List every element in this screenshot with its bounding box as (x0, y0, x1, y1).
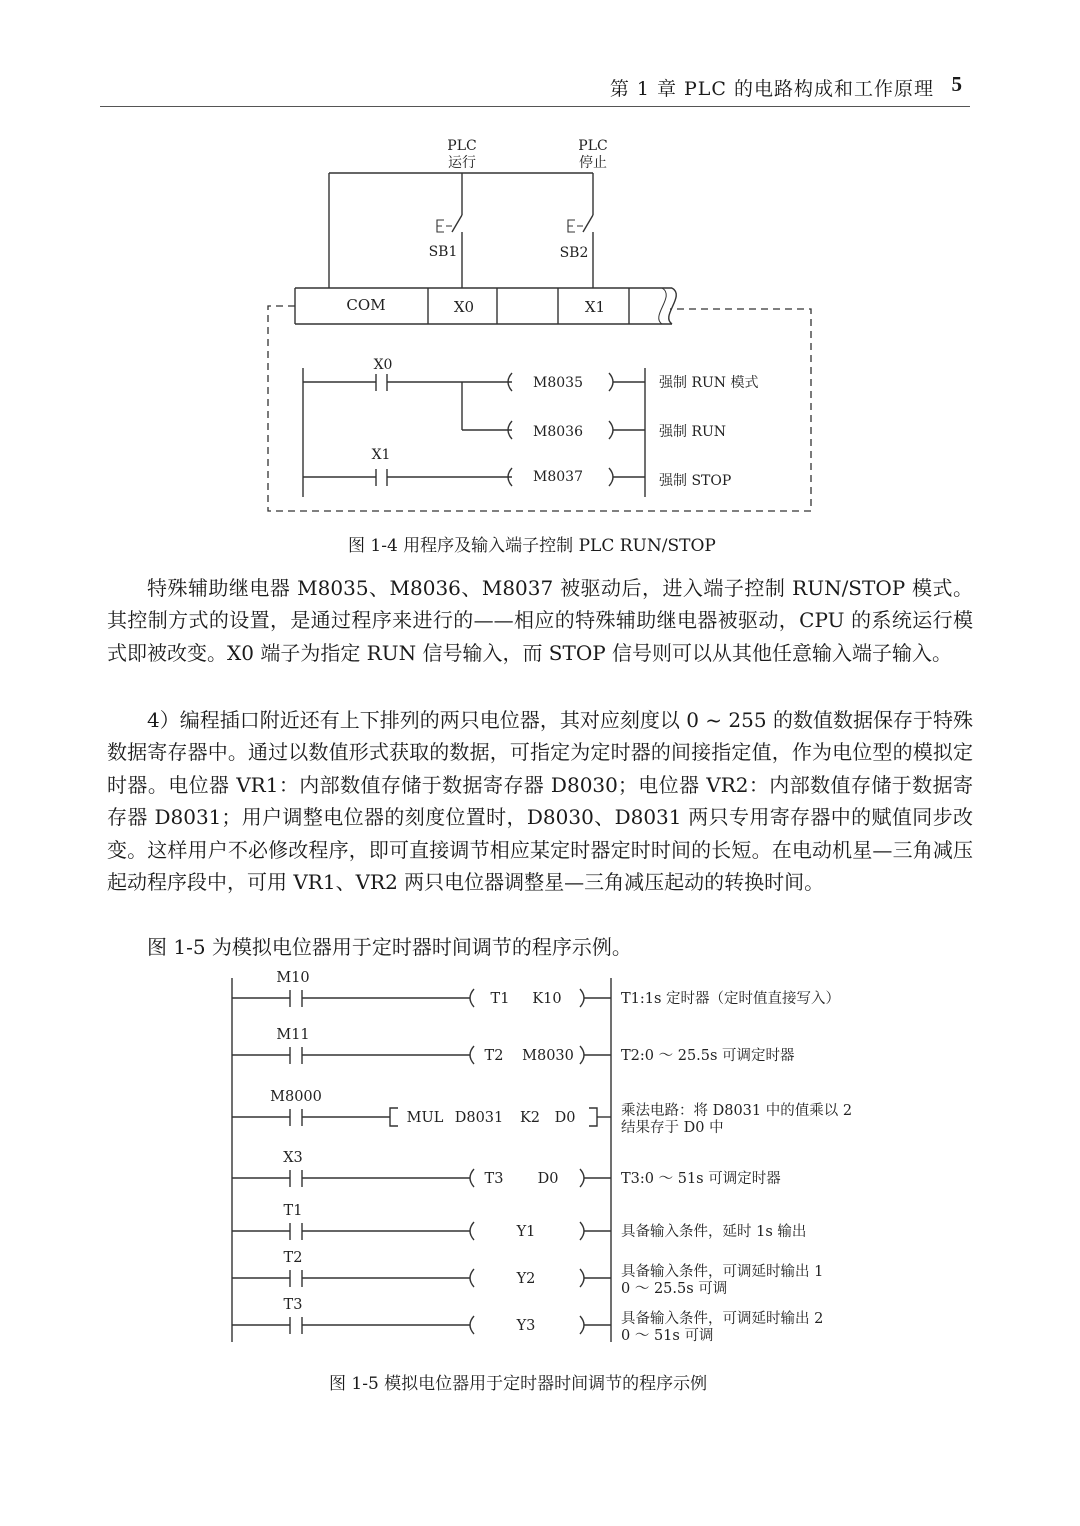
contact-label: M8000 (270, 1089, 322, 1105)
paragraph-3: 图 1-5 为模拟电位器用于定时器时间调节的程序示例。 (147, 935, 632, 959)
coil-label: Y2 (516, 1271, 536, 1287)
contact-label: X3 (283, 1150, 303, 1166)
coil-value: K10 (532, 991, 562, 1007)
terminal-x0: X0 (453, 298, 475, 316)
rung-note: 0 ～ 25.5s 可调 (621, 1281, 728, 1297)
contact-label: M10 (276, 970, 310, 986)
plc-run-label-2: 运行 (448, 155, 476, 171)
contact-label: T2 (283, 1250, 303, 1266)
note-force-stop: 强制 STOP (659, 473, 732, 489)
rung-note: 具备输入条件，可调延时输出 2 (621, 1311, 824, 1327)
coil-m8037: M8037 (533, 469, 583, 485)
coil-label: T3 (484, 1171, 504, 1187)
switch-label-sb2: SB2 (559, 245, 589, 261)
figure-1-5-caption: 图 1-5 模拟电位器用于定时器时间调节的程序示例 (329, 1374, 708, 1394)
rung-note: 结果存于 D0 中 (621, 1120, 724, 1136)
instr-bracket-right (589, 1108, 597, 1126)
coil-value: D0 (537, 1171, 559, 1187)
coil-m8036: M8036 (533, 424, 583, 440)
contact-label: M11 (276, 1027, 310, 1043)
coil-left (470, 1222, 474, 1240)
coil-left (470, 1316, 474, 1334)
coil-label: T2 (484, 1048, 504, 1064)
instr-operand: D8031 (454, 1110, 504, 1126)
coil-label: Y3 (516, 1318, 536, 1334)
rung-note: T3:0 ～ 51s 可调定时器 (621, 1171, 781, 1187)
rung-note: T1:1s 定时器（定时值直接写入） (621, 991, 841, 1007)
contact-x1: X1 (371, 447, 391, 463)
coil-left (470, 989, 474, 1007)
plc-stop-label-2: 停止 (579, 155, 607, 171)
rung-note: T2:0 ～ 25.5s 可调定时器 (621, 1048, 795, 1064)
rung-note: 0 ～ 51s 可调 (621, 1328, 714, 1344)
switch-label-sb1: SB1 (428, 244, 458, 260)
terminal-x1: X1 (584, 298, 606, 316)
plc-run-label-1: PLC (447, 138, 477, 154)
coil-label: T1 (490, 991, 510, 1007)
coil-left (470, 1046, 474, 1064)
rung-note: 乘法电路：将 D8031 中的值乘以 2 (621, 1103, 853, 1119)
note-force-run: 强制 RUN (659, 424, 727, 440)
coil-value: M8030 (522, 1048, 574, 1064)
instr-operand: MUL (406, 1110, 444, 1126)
coil-right (580, 989, 584, 1007)
chapter-title: 第 1 章 PLC 的电路构成和工作原理 (609, 78, 934, 100)
coil-right (580, 1316, 584, 1334)
coil-right (580, 1269, 584, 1287)
plc-stop-label-1: PLC (578, 138, 608, 154)
coil-m8035: M8035 (533, 375, 583, 391)
instr-operand: D0 (554, 1110, 576, 1126)
rung-note: 具备输入条件，延时 1s 输出 (621, 1224, 807, 1240)
coil-right (580, 1169, 584, 1187)
figure-1-4-caption: 图 1-4 用程序及输入端子控制 PLC RUN/STOP (348, 536, 716, 556)
contact-x0: X0 (373, 357, 393, 373)
terminal-com: COM (346, 296, 386, 314)
coil-left (470, 1169, 474, 1187)
coil-right (580, 1046, 584, 1064)
instr-bracket-left (390, 1108, 398, 1126)
coil-label: Y1 (516, 1224, 536, 1240)
rung-note: 具备输入条件，可调延时输出 1 (621, 1264, 824, 1280)
note-force-run-mode: 强制 RUN 模式 (659, 375, 759, 391)
contact-label: T3 (283, 1297, 303, 1313)
coil-left (470, 1269, 474, 1287)
paragraph-2: 4）编程插口附近还有上下排列的两只电位器，其对应刻度以 0 ~ 255 的数值数据保存于特殊数据寄存器中。通过以数值形式获取的数据，可指定为定时器的间接指定值，作为电位型的模拟定时器。电位器 VR1：内部数值存储于数据寄存器 D8030；电位器 VR2：内部数值存储于数据寄存器 D8031；用户调整电位器的刻度位置时，D8030、D8031 两只专用寄存器中的赋值同步改变。这样用户不必修改程序，即可直接调节相应某定时器定时时间的长短。在电动机星—三角减压起动程序段中，可用 VR1、VR2 两只电位器调整星—三角减压起动的转换时间。 (107, 708, 973, 895)
coil-right (580, 1222, 584, 1240)
instr-operand: K2 (519, 1110, 541, 1126)
contact-label: T1 (283, 1203, 303, 1219)
page-number: 5 (951, 72, 962, 96)
paragraph-1: 特殊辅助继电器 M8035、M8036、M8037 被驱动后，进入端子控制 RUN/STOP 模式。其控制方式的设置，是通过程序来进行的——相应的特殊辅助继电器被驱动，CPU 的系统运行模式即被改变。X0 端子为指定 RUN 信号输入，而 STOP 信号则可以从其他任意输入端子输入。 (107, 576, 973, 665)
